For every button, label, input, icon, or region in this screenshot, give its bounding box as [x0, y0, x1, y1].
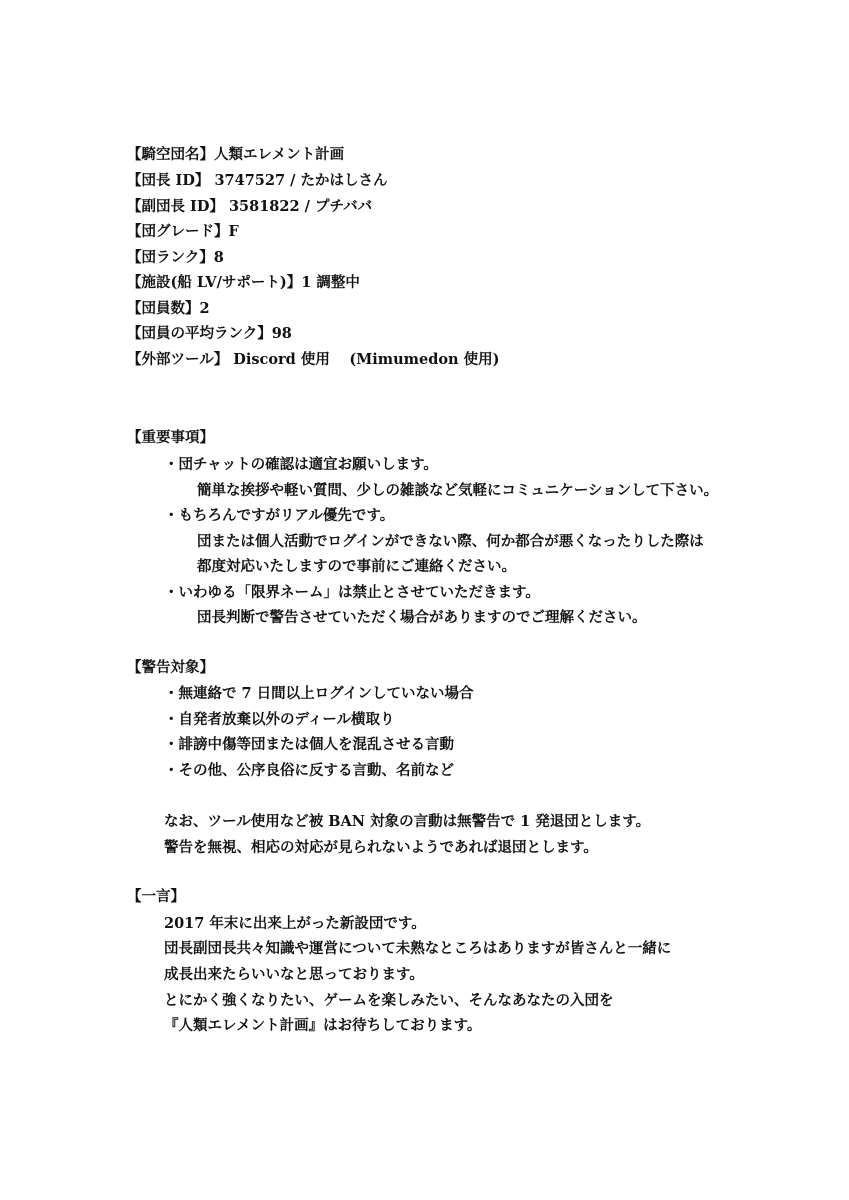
comment-line: 成長出来たらいいなと思っております。 — [164, 966, 424, 983]
important-item: ・いわゆる「限界ネーム」は禁止とさせていただきます。 — [164, 584, 540, 601]
member-count: 【団員数】2 — [127, 300, 210, 317]
important-detail: 簡単な挨拶や軽い質問、少しの雑談など気軽にコミュニケーションして下さい。 — [197, 482, 719, 499]
warning-heading: 【警告対象】 — [127, 659, 214, 676]
important-detail: 団長判断で警告させていただく場合がありますのでご理解ください。 — [197, 609, 647, 626]
warning-note: 警告を無視、相応の対応が見られないようであれば退団とします。 — [164, 839, 598, 856]
comment-line: 2017 年末に出来上がった新設団です。 — [164, 915, 426, 932]
warning-item: ・その他、公序良俗に反する言動、名前など — [164, 762, 454, 779]
important-item: ・もちろんですがリアル優先です。 — [164, 507, 395, 524]
warning-note: なお、ツール使用など被 BAN 対象の言動は無警告で 1 発退団とします。 — [164, 813, 651, 830]
guild-name: 【騎空団名】人類エレメント計画 — [127, 146, 345, 163]
comment-line: 団長副団長共々知識や運営について未熟なところはありますが皆さんと一緒に — [164, 940, 672, 957]
average-rank: 【団員の平均ランク】98 — [127, 325, 292, 342]
guild-grade: 【団グレード】F — [127, 223, 239, 240]
leader-id: 【団長 ID】 3747527 / たかはしさん — [127, 172, 388, 189]
important-item: ・団チャットの確認は適宜お願いします。 — [164, 456, 438, 473]
subleader-id: 【副団長 ID】 3581822 / プチババ — [127, 198, 373, 215]
important-detail: 都度対応いたしますので事前にご連絡ください。 — [197, 558, 516, 575]
facilities: 【施設(船 LV/サポート)】1 調整中 — [127, 274, 360, 291]
comment-line: とにかく強くなりたい、ゲームを楽しみたい、そんなあなたの入団を — [164, 992, 614, 1009]
warning-item: ・無連絡で 7 日間以上ログインしていない場合 — [164, 685, 474, 702]
warning-item: ・誹謗中傷等団または個人を混乱させる言動 — [164, 736, 454, 753]
warning-item: ・自発者放棄以外のディール横取り — [164, 711, 395, 728]
external-tools: 【外部ツール】 Discord 使用 (Mimumedon 使用) — [127, 351, 500, 368]
comment-heading: 【一言】 — [127, 888, 185, 905]
comment-line: 『人類エレメント計画』はお待ちしております。 — [164, 1017, 482, 1034]
guild-rank: 【団ランク】8 — [127, 249, 224, 266]
important-detail: 団または個人活動でログインができない際、何か都合が悪くなったりした際は — [197, 533, 704, 550]
important-heading: 【重要事項】 — [127, 429, 214, 446]
